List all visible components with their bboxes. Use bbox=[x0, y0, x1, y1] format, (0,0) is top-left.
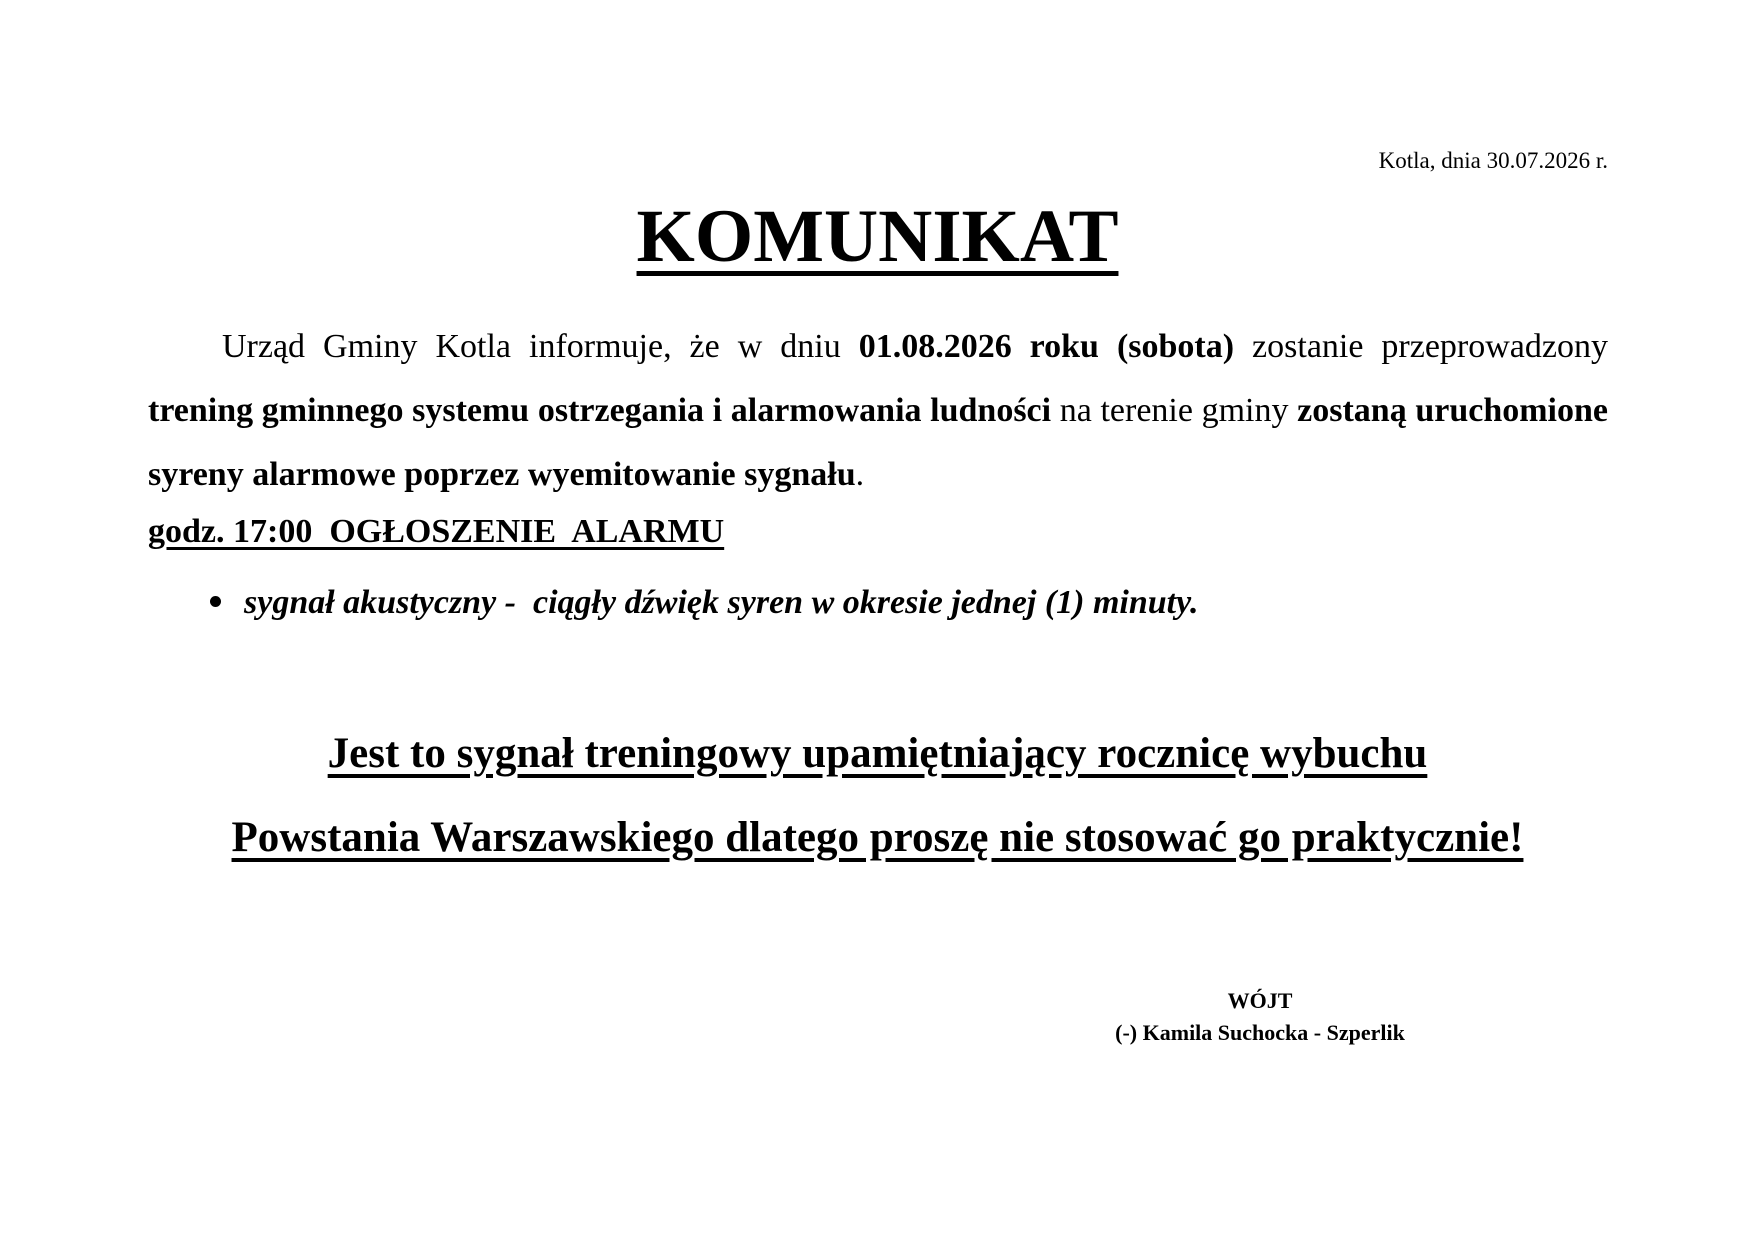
signature-name: (-) Kamila Suchocka - Szperlik bbox=[1115, 1020, 1405, 1045]
signature-block bbox=[1060, 985, 1460, 1049]
document-title bbox=[0, 194, 1755, 280]
paragraph-segment: na terenie gminy bbox=[1051, 392, 1298, 429]
paragraph-sirens: zostaną uruchomione syreny alarmowe poprzez wyemitowanie sygnału bbox=[148, 392, 1609, 493]
paragraph-segment: zostanie przeprowadzony bbox=[1234, 328, 1608, 365]
paragraph-segment: . bbox=[855, 456, 865, 493]
signature-role: WÓJT bbox=[1227, 988, 1293, 1013]
notice-line-1: Jest to sygnał treningowy upamiętniający rocznicę wybuchu bbox=[327, 730, 1428, 777]
document-date: Kotla, dnia 30.07.2026 r. bbox=[1378, 148, 1608, 173]
paragraph-date: 01.08.2026 roku (sobota) bbox=[858, 328, 1235, 365]
bullet-icon bbox=[210, 596, 221, 607]
alarm-signal-item bbox=[210, 584, 1198, 622]
paragraph-training: trening gminnego systemu ostrzegania i alarmowania ludności bbox=[148, 392, 1052, 429]
title-text: KOMUNIKAT bbox=[636, 195, 1119, 278]
paragraph-segment: Urząd Gminy Kotla informuje, że w dniu bbox=[222, 328, 859, 365]
alarm-signal-text: sygnał akustyczny - ciągły dźwięk syren w okresie jednej (1) minuty. bbox=[244, 584, 1199, 621]
announcement-paragraph bbox=[148, 315, 1608, 507]
training-notice bbox=[0, 712, 1755, 880]
notice-line-2: Powstania Warszawskiego dlatego proszę nie stosować go praktycznie! bbox=[231, 814, 1524, 861]
alarm-time-header: godz. 17:00 OGŁOSZENIE ALARMU bbox=[148, 513, 725, 550]
